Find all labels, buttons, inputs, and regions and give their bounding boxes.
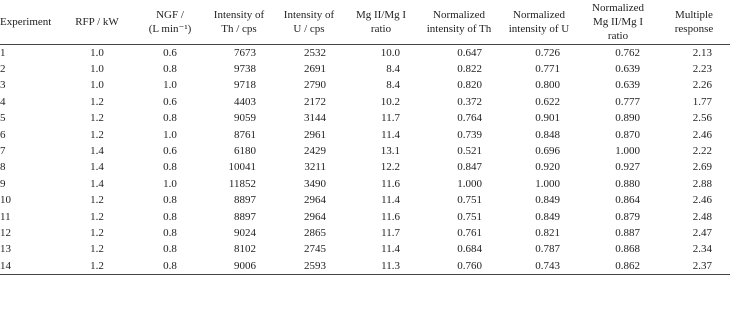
table-cell: 0.864 [615, 194, 640, 207]
column-header-line: intensity of Th [426, 22, 492, 35]
table-cell: 0.849 [535, 210, 560, 223]
column-header-line: NGF / [156, 8, 184, 21]
column-header [58, 0, 136, 44]
table-cell: 2.34 [692, 243, 712, 256]
table-cell: 12.2 [380, 161, 400, 174]
table-cell: 0.8 [163, 62, 177, 75]
table-cell: 0.372 [457, 95, 482, 108]
table-cell: 1.0 [163, 177, 177, 190]
column-header [500, 0, 578, 44]
table-cell: 1.0 [163, 79, 177, 92]
experiment-number-cell: 12 [0, 226, 11, 239]
table-cell: 9024 [234, 226, 256, 239]
table-cell: 10.2 [380, 95, 400, 108]
table-cell: 0.764 [457, 112, 482, 125]
table-cell: 0.639 [615, 79, 640, 92]
column-header [344, 0, 418, 44]
table-cell: 0.8 [163, 161, 177, 174]
column-header-line: Experiment [0, 15, 52, 28]
column-header-line: (L min⁻¹) [148, 22, 192, 35]
table-row [0, 159, 730, 175]
table-cell: 13.1 [380, 144, 400, 157]
table-cell: 2865 [304, 226, 326, 239]
column-header [658, 0, 730, 44]
column-header [578, 0, 658, 44]
table-cell: 9059 [234, 112, 256, 125]
table-cell: 4403 [234, 95, 256, 108]
table-cell: 0.684 [457, 243, 482, 256]
table-cell: 0.887 [615, 226, 640, 239]
experiment-number-cell: 6 [0, 128, 6, 141]
table-cell: 1.2 [90, 210, 104, 223]
table-cell: 0.521 [457, 144, 482, 157]
experiment-number-cell: 3 [0, 79, 6, 92]
table-cell: 2.37 [658, 258, 730, 275]
table-cell: 0.822 [457, 62, 482, 75]
table-row [0, 225, 730, 241]
table-cell: 2.26 [692, 79, 712, 92]
table-cell: 11.3 [344, 258, 418, 275]
table-cell: 0.901 [535, 112, 560, 125]
table-cell: 2790 [304, 79, 326, 92]
table-cell: 10.0 [380, 46, 400, 59]
table-cell: 7673 [234, 46, 256, 59]
table-cell: 10041 [228, 161, 256, 174]
table-cell: 2964 [304, 210, 326, 223]
column-header [204, 0, 274, 44]
experiment-number-cell: 1 [0, 46, 6, 59]
table-cell: 1.000 [615, 144, 640, 157]
table-cell: 2.56 [692, 112, 712, 125]
experiment-number-cell: 2 [0, 62, 6, 75]
column-header-line: Mg II/Mg I [355, 8, 407, 21]
column-header-line: Mg II/Mg I [592, 15, 644, 28]
table-row [0, 94, 730, 110]
table-cell: 0.6 [163, 95, 177, 108]
column-header-line: Intensity of [213, 8, 265, 21]
table-cell: 11.7 [381, 226, 400, 239]
table-cell: 0.879 [615, 210, 640, 223]
table-cell: 0.787 [535, 243, 560, 256]
table-cell: 0.862 [578, 258, 658, 275]
experiment-number-cell: 7 [0, 144, 6, 157]
table-cell: 0.751 [457, 210, 482, 223]
table-cell: 1.4 [90, 177, 104, 190]
table-cell: 0.622 [535, 95, 560, 108]
table-cell: 3490 [304, 177, 326, 190]
column-header-line: intensity of U [508, 22, 570, 35]
table-row [0, 77, 730, 93]
experiment-number-cell: 5 [0, 112, 6, 125]
table-cell: 0.639 [615, 62, 640, 75]
column-header [0, 0, 58, 44]
column-header [274, 0, 344, 44]
table-cell: 8.4 [386, 79, 400, 92]
table-cell: 1.2 [90, 226, 104, 239]
table-cell: 0.739 [457, 128, 482, 141]
table-row [0, 209, 730, 225]
table-cell: 0.743 [500, 258, 578, 275]
table-cell: 8897 [234, 210, 256, 223]
experiment-number-cell: 13 [0, 243, 11, 256]
table-cell: 0.6 [163, 144, 177, 157]
table-row [0, 110, 730, 126]
table-cell: 1.2 [90, 243, 104, 256]
table-cell: 2593 [274, 258, 344, 275]
column-header-line: Intensity of [283, 8, 335, 21]
experiment-number-cell: 8 [0, 161, 6, 174]
table-cell: 1.77 [692, 95, 712, 108]
experiment-number-cell: 14 [0, 258, 58, 275]
table-cell: 1.2 [90, 112, 104, 125]
table-cell: 0.849 [535, 194, 560, 207]
table-cell: 2691 [304, 62, 326, 75]
table-cell: 2.13 [692, 46, 712, 59]
table-cell: 6180 [234, 144, 256, 157]
table-cell: 0.890 [615, 112, 640, 125]
table-body [0, 44, 730, 275]
table-cell: 3211 [304, 161, 326, 174]
table-cell: 0.820 [457, 79, 482, 92]
table-row [0, 176, 730, 192]
table-cell: 11852 [228, 177, 256, 190]
table-cell: 11.4 [381, 243, 400, 256]
experiment-number-cell: 11 [0, 210, 11, 223]
table-cell: 0.8 [163, 243, 177, 256]
table-cell: 1.4 [90, 161, 104, 174]
table-row [0, 127, 730, 143]
table-cell: 1.2 [90, 128, 104, 141]
table-cell: 11.6 [381, 177, 400, 190]
table-row [0, 241, 730, 257]
table-cell: 8102 [234, 243, 256, 256]
table-header [0, 0, 730, 44]
column-header-line: U / cps [293, 22, 325, 35]
table-row [0, 44, 730, 61]
table-cell: 9006 [204, 258, 274, 275]
table-cell: 0.6 [163, 46, 177, 59]
table-cell: 2.46 [692, 128, 712, 141]
column-header-line: Normalized [592, 1, 644, 14]
column-header-line: Normalized [513, 8, 565, 21]
column-header-line: Normalized [433, 8, 485, 21]
table-cell: 0.762 [615, 46, 640, 59]
table-cell: 1.2 [58, 258, 136, 275]
table-cell: 2745 [304, 243, 326, 256]
table-cell: 1.0 [163, 128, 177, 141]
table-cell: 0.777 [615, 95, 640, 108]
table-cell: 9738 [234, 62, 256, 75]
table-row [0, 258, 730, 275]
table-cell: 11.4 [381, 194, 400, 207]
table-cell: 2.88 [692, 177, 712, 190]
table-cell: 1.2 [90, 194, 104, 207]
table-cell: 0.8 [163, 226, 177, 239]
table-cell: 2.47 [692, 226, 712, 239]
table-cell: 11.7 [381, 112, 400, 125]
table-cell: 0.920 [535, 161, 560, 174]
table-cell: 1.0 [90, 79, 104, 92]
table-cell: 0.8 [163, 210, 177, 223]
table-cell: 0.647 [457, 46, 482, 59]
table-cell: 0.726 [535, 46, 560, 59]
table-cell: 1.4 [90, 144, 104, 157]
table-cell: 1.2 [90, 95, 104, 108]
table-cell: 0.821 [535, 226, 560, 239]
table-cell: 0.8 [163, 194, 177, 207]
table-cell: 2532 [304, 46, 326, 59]
table-cell: 0.751 [457, 194, 482, 207]
table-cell: 11.4 [381, 128, 400, 141]
column-header-line: Th / cps [221, 22, 257, 35]
table-cell: 0.771 [535, 62, 560, 75]
table-cell: 0.880 [615, 177, 640, 190]
experiment-number-cell: 9 [0, 177, 6, 190]
table-cell: 1.0 [90, 46, 104, 59]
table-cell: 0.870 [615, 128, 640, 141]
table-cell: 0.927 [615, 161, 640, 174]
table-row [0, 192, 730, 208]
table-cell: 0.848 [535, 128, 560, 141]
table-cell: 0.847 [457, 161, 482, 174]
table-cell: 2961 [304, 128, 326, 141]
table-row [0, 143, 730, 159]
table-cell: 0.8 [163, 112, 177, 125]
table-cell: 3144 [304, 112, 326, 125]
table-cell: 2964 [304, 194, 326, 207]
experiment-number-cell: 10 [0, 194, 11, 207]
table-cell: 8.4 [386, 62, 400, 75]
table-cell: 2.48 [692, 210, 712, 223]
column-header-line: RFP / kW [75, 15, 119, 28]
table-cell: 2.22 [692, 144, 712, 157]
column-header-line: ratio [607, 29, 629, 42]
column-header-line: response [674, 22, 714, 35]
column-header [418, 0, 500, 44]
table-cell: 11.6 [381, 210, 400, 223]
table-cell: 1.000 [535, 177, 560, 190]
table-cell: 2.23 [692, 62, 712, 75]
table-cell: 0.8 [136, 258, 204, 275]
table-cell: 0.868 [615, 243, 640, 256]
experiment-number-cell: 4 [0, 95, 6, 108]
column-header-line: ratio [370, 22, 392, 35]
column-header-line: Multiple [675, 8, 713, 21]
header-row [0, 0, 730, 44]
column-header [136, 0, 204, 44]
table-cell: 0.761 [457, 226, 482, 239]
table-cell: 8897 [234, 194, 256, 207]
table-cell: 2.69 [692, 161, 712, 174]
table-cell: 8761 [234, 128, 256, 141]
table-cell: 2429 [304, 144, 326, 157]
table-cell: 1.0 [90, 62, 104, 75]
table-cell: 1.000 [457, 177, 482, 190]
table-cell: 0.696 [535, 144, 560, 157]
table-cell: 2172 [304, 95, 326, 108]
table-cell: 0.760 [418, 258, 500, 275]
table-cell: 2.46 [692, 194, 712, 207]
table-row [0, 61, 730, 77]
table-cell: 9718 [234, 79, 256, 92]
table-cell: 0.800 [535, 79, 560, 92]
